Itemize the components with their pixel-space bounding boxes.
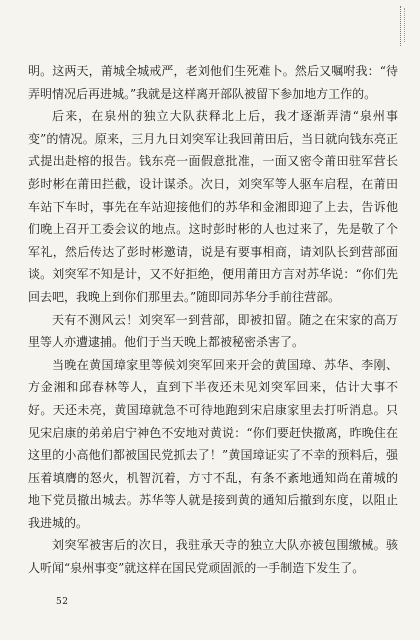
paragraph-1: 明。这两天，莆城全城戒严，老刘他们生死难卜。然后又嘱咐我：“待弄明情况后再进城。”我就是这样离开部队被留下参加地方工作的。 bbox=[28, 64, 398, 101]
paragraph-3: 天有不测风云！刘突军一到营部，即被扣留。随之在宋家的高万里等人亦遭逮捕。他们于当天晚上都被秘密杀害了。 bbox=[28, 312, 398, 350]
page-number: 52 bbox=[56, 597, 69, 607]
margin-scribble bbox=[400, 6, 413, 46]
paragraph-4: 当晚在黄国璋家里等候刘突军回来开会的黄国璋、苏华、李刚、方金湘和邱春林等人，直到下半夜还未见刘突军回来，估计大事不好。天还未亮，黄国璋就急不可待地跑到宋启康家里去打听消息。只见宋启康的弟弟启宁神色不安地对黄说：“你们要赶快撤离，昨晚住在这里的小高他们都被国民党抓去了！”黄国璋证实了不幸的预料后，强压着填膺的怒火，机智沉着，方寸不乱，有条不紊地通知尚在莆城的地下党员撤出城去。苏华等人就是接到黄的通知后撤到东度，以阻止我进城的。 bbox=[28, 357, 398, 530]
paragraph-5: 刘突军被害后的次日，我驻承天寺的独立大队亦被包围缴械。骇人听闻“泉州事变”就这样在国民党顽固派的一手制造下发生了。 bbox=[28, 538, 398, 576]
paragraph-2: 后来，在泉州的独立大队获释北上后，我才逐渐弄清“泉州事变”的情况。原来，三月九日刘突军让我回莆田后，当日就向钱东亮正式提出赴榕的报告。钱东亮一面假意批准，一面又密令莆田驻军营长彭时彬在莆田拦截，设计谋杀。次日，刘突军等人驱车启程，在莆田车站下车时，事先在车站迎接他们的苏华和金湘即迎了上去，告诉他们晚上召开工委会议的地点。这时彭时彬的人也过来了，先是敬了个军礼，然后传达了彭时彬邀请，说是有要事相商，请刘队长到营部面谈。刘突军不知是计，又不好拒绝，便用莆田方言对苏华说：“你们先回去吧，我晚上到你们那里去。”随即同苏华分手前往营部。 bbox=[28, 109, 398, 304]
body-text bbox=[28, 60, 398, 580]
